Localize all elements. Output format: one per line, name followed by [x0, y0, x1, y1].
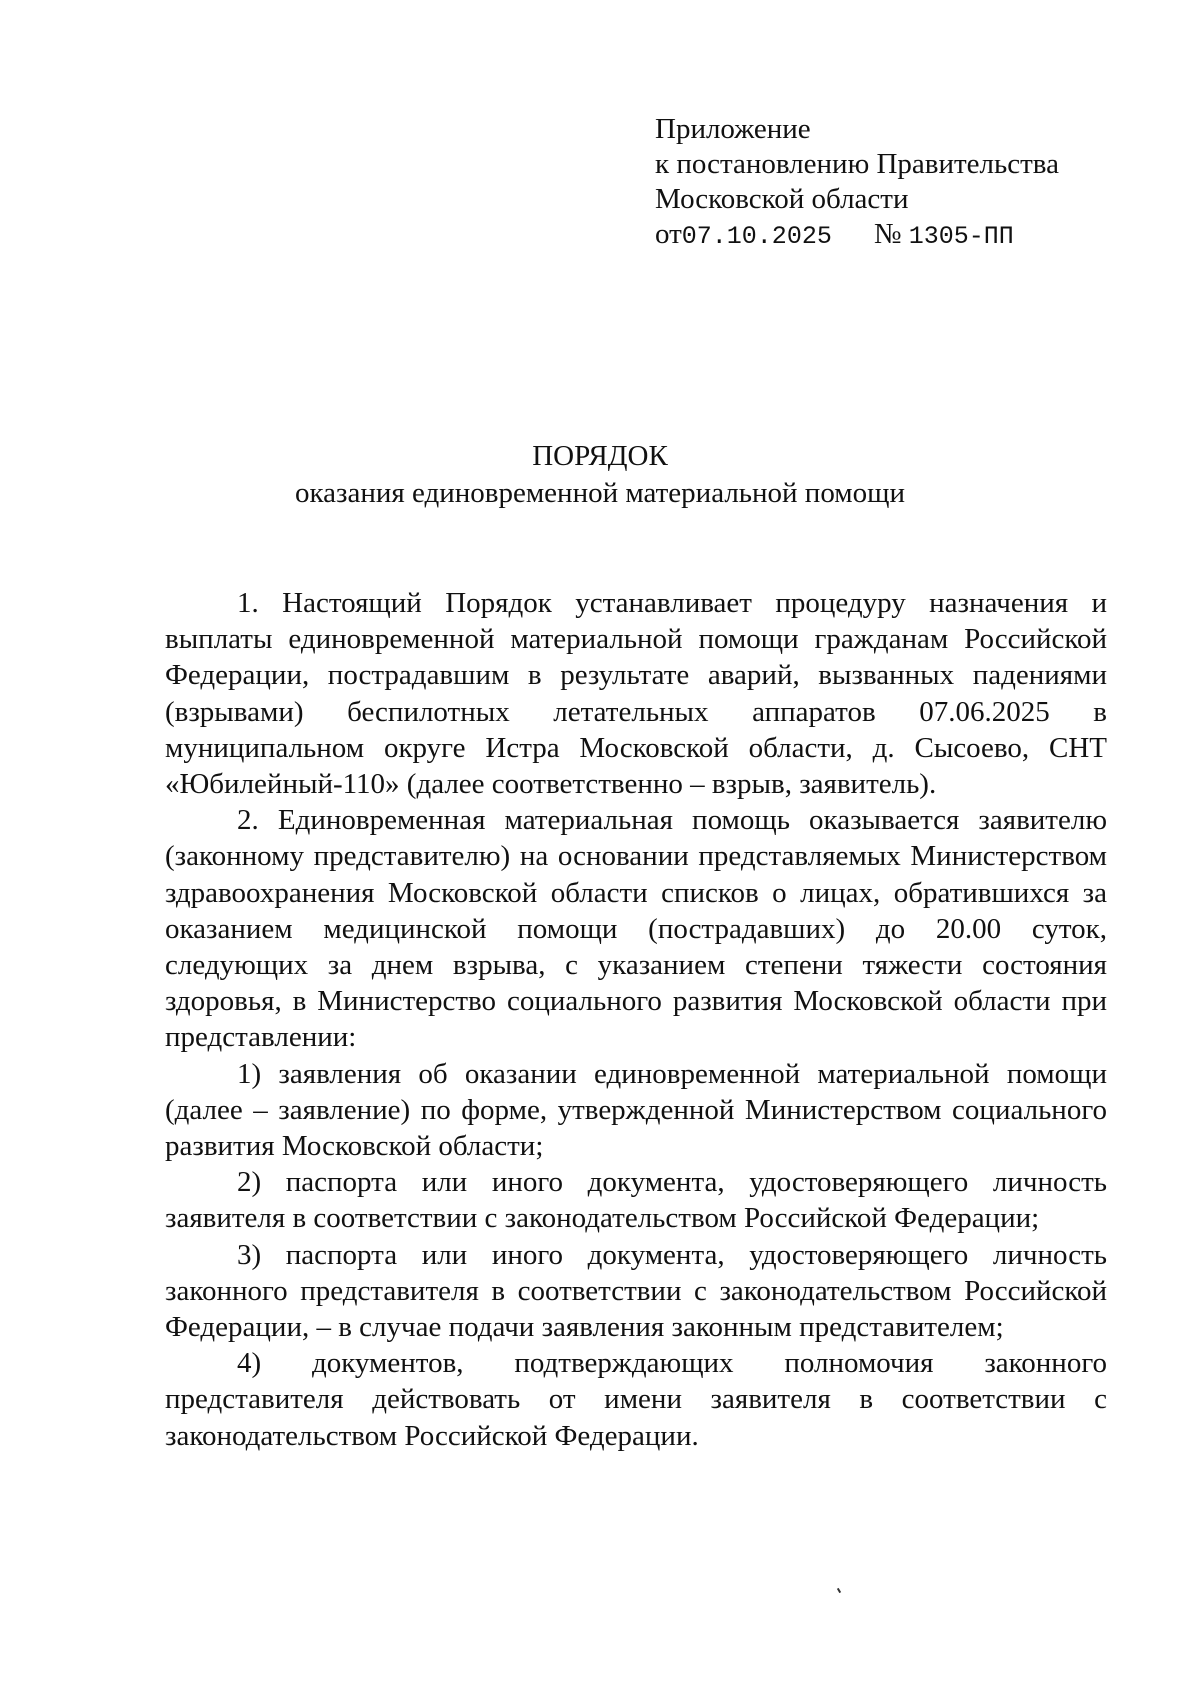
appendix-region: Московской области: [655, 183, 909, 215]
document-subtitle: оказания единовременной материальной помощи: [295, 477, 905, 509]
list-item-1: 1) заявления об оказании единовременной материальной помощи (далее – заявление) по форме, утвержденной Министерством социального развития Московской области;: [165, 1057, 1107, 1163]
list-item-3: 3) паспорта или иного документа, удостоверяющего личность законного представителя в соответствии с законодательством Российской Федерации, – в случае подачи заявления законным представителем;: [165, 1238, 1107, 1344]
appendix-resolution-ref: к постановлению Правительства: [655, 148, 1059, 180]
number-sign: №: [873, 218, 902, 250]
appendix-header: [655, 112, 1135, 254]
paragraph-1: 1. Настоящий Порядок устанавливает процедуру назначения и выплаты единовременной материальной помощи гражданам Российской Федерации, пострадавшим в результате аварий, вызванных падениями (взрывами) беспилотных летательных аппаратов 07.06.2025 в муниципальном округе Истра Московской области, д. Сысоево, СНТ «Юбилейный-110» (далее соответственно – взрыв, заявитель).: [165, 587, 1107, 801]
resolution-date: 07.10.2025: [681, 222, 832, 251]
resolution-number: 1305-ПП: [908, 222, 1014, 251]
list-item-4: 4) документов, подтверждающих полномочия законного представителя действовать от имени заявителя в соответствии с законодательством Российской Федерации.: [165, 1347, 1107, 1452]
document-body: [165, 585, 1107, 1454]
list-item-2: 2) паспорта или иного документа, удостоверяющего личность заявителя в соответствии с законодательством Российской Федерации;: [165, 1166, 1107, 1235]
document-title: ПОРЯДОК: [532, 440, 668, 472]
scan-mark: [837, 1588, 841, 1593]
appendix-date-number: [655, 217, 1135, 254]
appendix-label: Приложение: [655, 113, 811, 145]
paragraph-2: 2. Единовременная материальная помощь оказывается заявителю (законному представителю) на основании представляемых Министерством здравоохранения Московской области списков о лицах, обратившихся за оказанием медицинской помощи (пострадавших) до 20.00 суток, следующих за днем взрыва, с указанием степени тяжести состояния здоровья, в Министерство социального развития Московской области при представлении:: [165, 804, 1107, 1054]
document-title-block: [120, 438, 1080, 512]
date-prefix: от: [655, 218, 682, 250]
